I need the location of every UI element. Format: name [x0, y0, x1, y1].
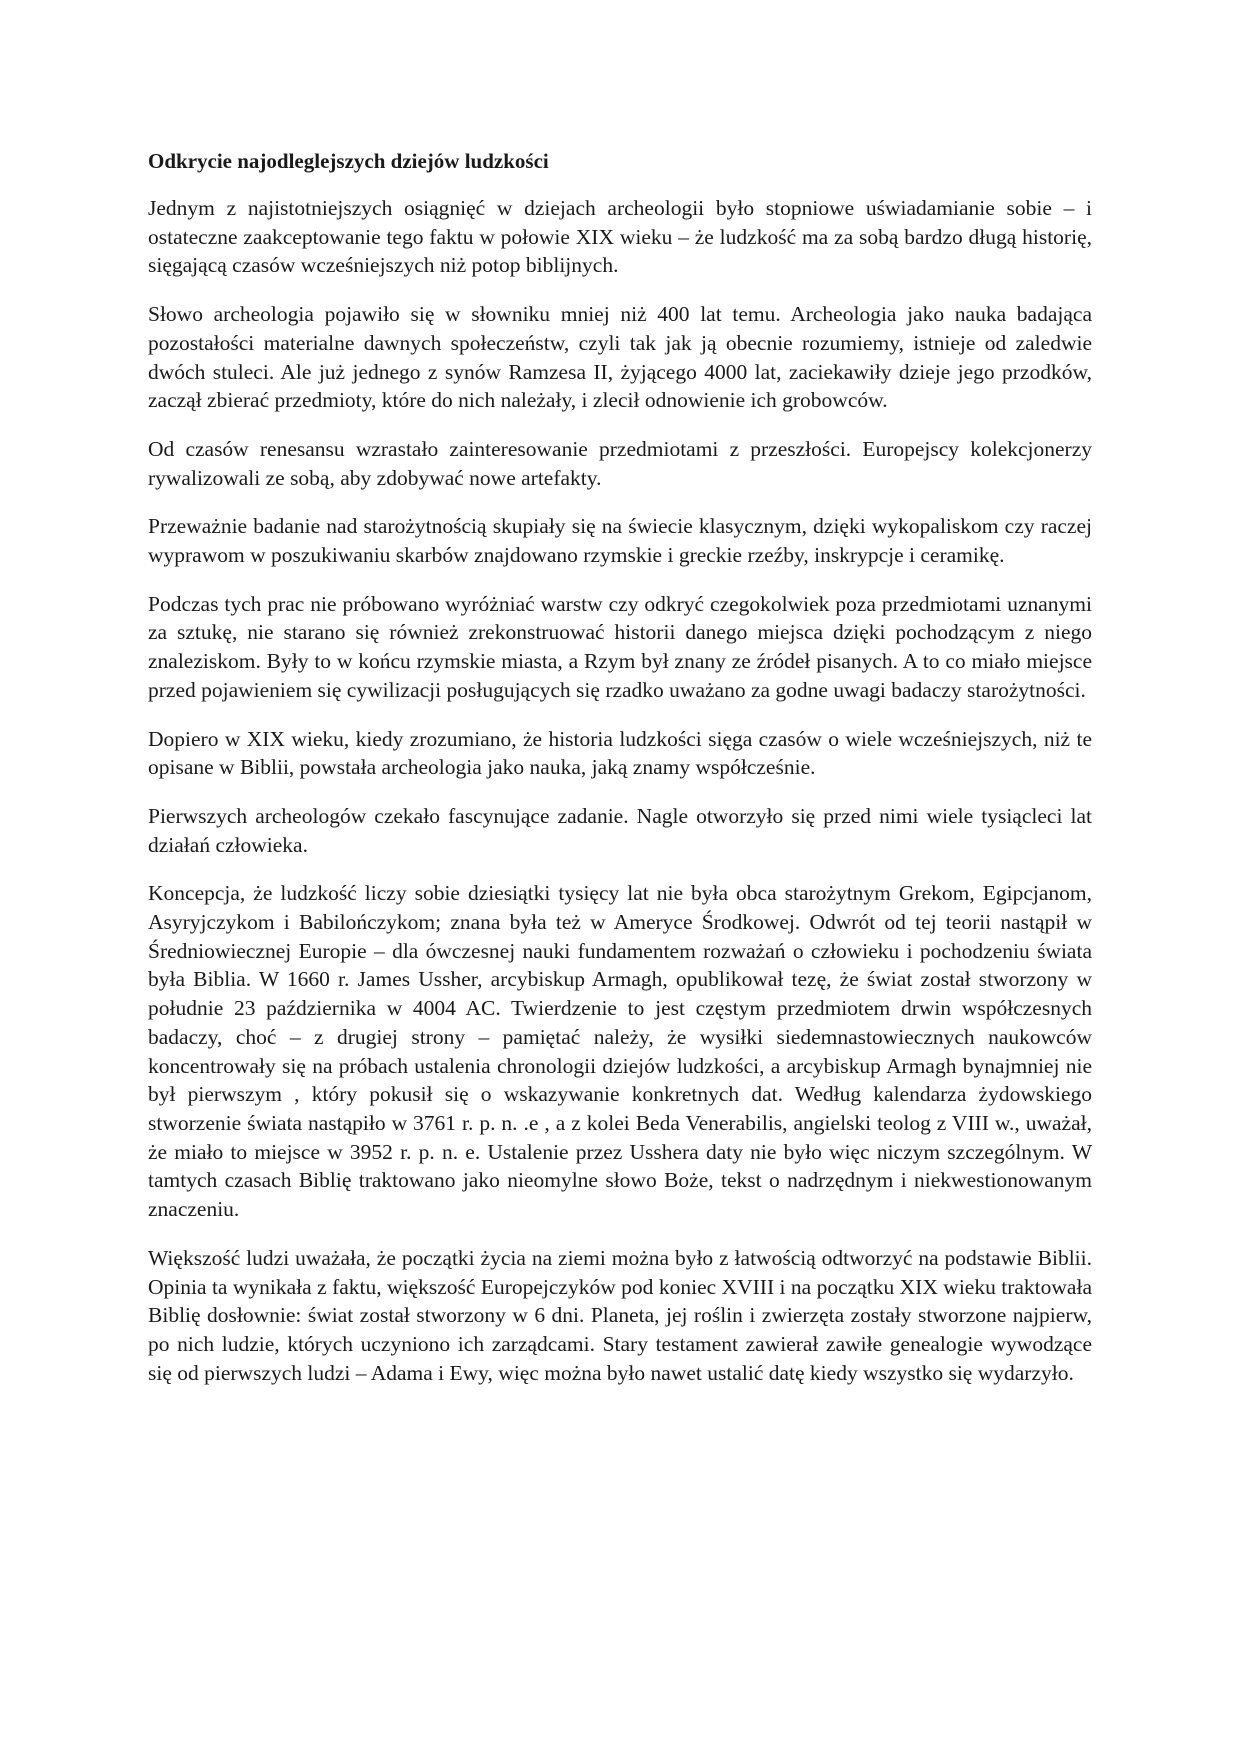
document-title: Odkrycie najodleglejszych dziejów ludzkości	[148, 149, 549, 173]
paragraph-7: Pierwszych archeologów czekało fascynujące zadanie. Nagle otworzyło się przed nimi wiele tysiącleci lat działań człowieka.	[148, 803, 1092, 857]
paragraph-9: Większość ludzi uważała, że początki życia na ziemi można było z łatwością odtworzyć na podstawie Biblii. Opinia ta wynikała z faktu, większość Europejczyków pod koniec XVIII i na początku XIX wieku traktowała Biblię dosłownie: świat został stworzony w 6 dni. Planeta, jej roślin i zwierzęta zostały stworzone najpierw, po nich ludzie, których uczyniono ich zarządcami. Stary testament zawierał zawiłe genealogie wywodzące się od pierwszych ludzi – Adama i Ewy, więc można było nawet ustalić datę kiedy wszystko się wydarzyło.	[148, 1245, 1092, 1385]
paragraph-2: Słowo archeologia pojawiło się w słowniku mniej niż 400 lat temu. Archeologia jako nauka badająca pozostałości materialne dawnych społeczeństw, czyli tak jak ją obecnie rozumiemy, istnieje od zaledwie dwóch stuleci. Ale już jednego z synów Ramzesa II, żyjącego 4000 lat, zaciekawiły dzieje jego przodków, zaczął zbierać przedmioty, które do nich należały, i zlecił odnowienie ich grobowców.	[148, 302, 1092, 413]
document-body	[148, 147, 1092, 1407]
paragraph-6: Dopiero w XIX wieku, kiedy zrozumiano, że historia ludzkości sięga czasów o wiele wcześniejszych, niż te opisane w Biblii, powstała archeologia jako nauka, jaką znamy współcześnie.	[148, 726, 1092, 780]
paragraph-1: Jednym z najistotniejszych osiągnięć w dziejach archeologii było stopniowe uświadamianie sobie – i ostateczne zaakceptowanie tego faktu w połowie XIX wieku – że ludzkość ma za sobą bardzo długą historię, sięgającą czasów wcześniejszych niż potop biblijnych.	[148, 196, 1092, 278]
paragraph-5: Podczas tych prac nie próbowano wyróżniać warstw czy odkryć czegokolwiek poza przedmiotami uznanymi za sztukę, nie starano się również zrekonstruować historii danego miejsca dzięki pochodzącym z niego znaleziskom. Były to w końcu rzymskie miasta, a Rzym był znany ze źródeł pisanych. A to co miało miejsce przed pojawieniem się cywilizacji posługujących się rzadko uważano za godne uwagi badaczy starożytności.	[148, 591, 1092, 702]
paragraph-4: Przeważnie badanie nad starożytnością skupiały się na świecie klasycznym, dzięki wykopaliskom czy raczej wyprawom w poszukiwaniu skarbów znajdowano rzymskie i greckie rzeźby, inskrypcje i ceramikę.	[148, 514, 1092, 568]
paragraph-8: Koncepcja, że ludzkość liczy sobie dziesiątki tysięcy lat nie była obca starożytnym Grekom, Egipcjanom, Asyryjczykom i Babilończykom; znana była też w Ameryce Środkowej. Odwrót od tej teorii nastąpił w Średniowiecznej Europie – dla ówczesnej nauki fundamentem rozważań o człowieku i pochodzeniu świata była Biblia. W 1660 r. James Ussher, arcybiskup Armagh, opublikował tezę, że świat został stworzony w południe 23 października w 4004 AC. Twierdzenie to jest częstym przedmiotem drwin współczesnych badaczy, choć – z drugiej strony – pamiętać należy, że wysiłki siedemnastowiecznych naukowców koncentrowały się na próbach ustalenia chronologii dziejów ludzkości, a arcybiskup Armagh bynajmniej nie był pierwszym , który pokusił się o wskazywanie konkretnych dat. Według kalendarza żydowskiego stworzenie świata nastąpiło w 3761 r. p. n. .e , a z kolei Beda Venerabilis, angielski teolog z VIII w., uważał, że miało to miejsce w 3952 r. p. n. e. Ustalenie przez Usshera daty nie było więc niczym szczególnym. W tamtych czasach Biblię traktowano jako nieomylne słowo Boże, tekst o nadrzędnym i niekwestionowanym znaczeniu.	[148, 881, 1092, 1222]
paragraph-3: Od czasów renesansu wzrastało zainteresowanie przedmiotami z przeszłości. Europejscy kolekcjonerzy rywalizowali ze sobą, aby zdobywać nowe artefakty.	[148, 436, 1092, 490]
